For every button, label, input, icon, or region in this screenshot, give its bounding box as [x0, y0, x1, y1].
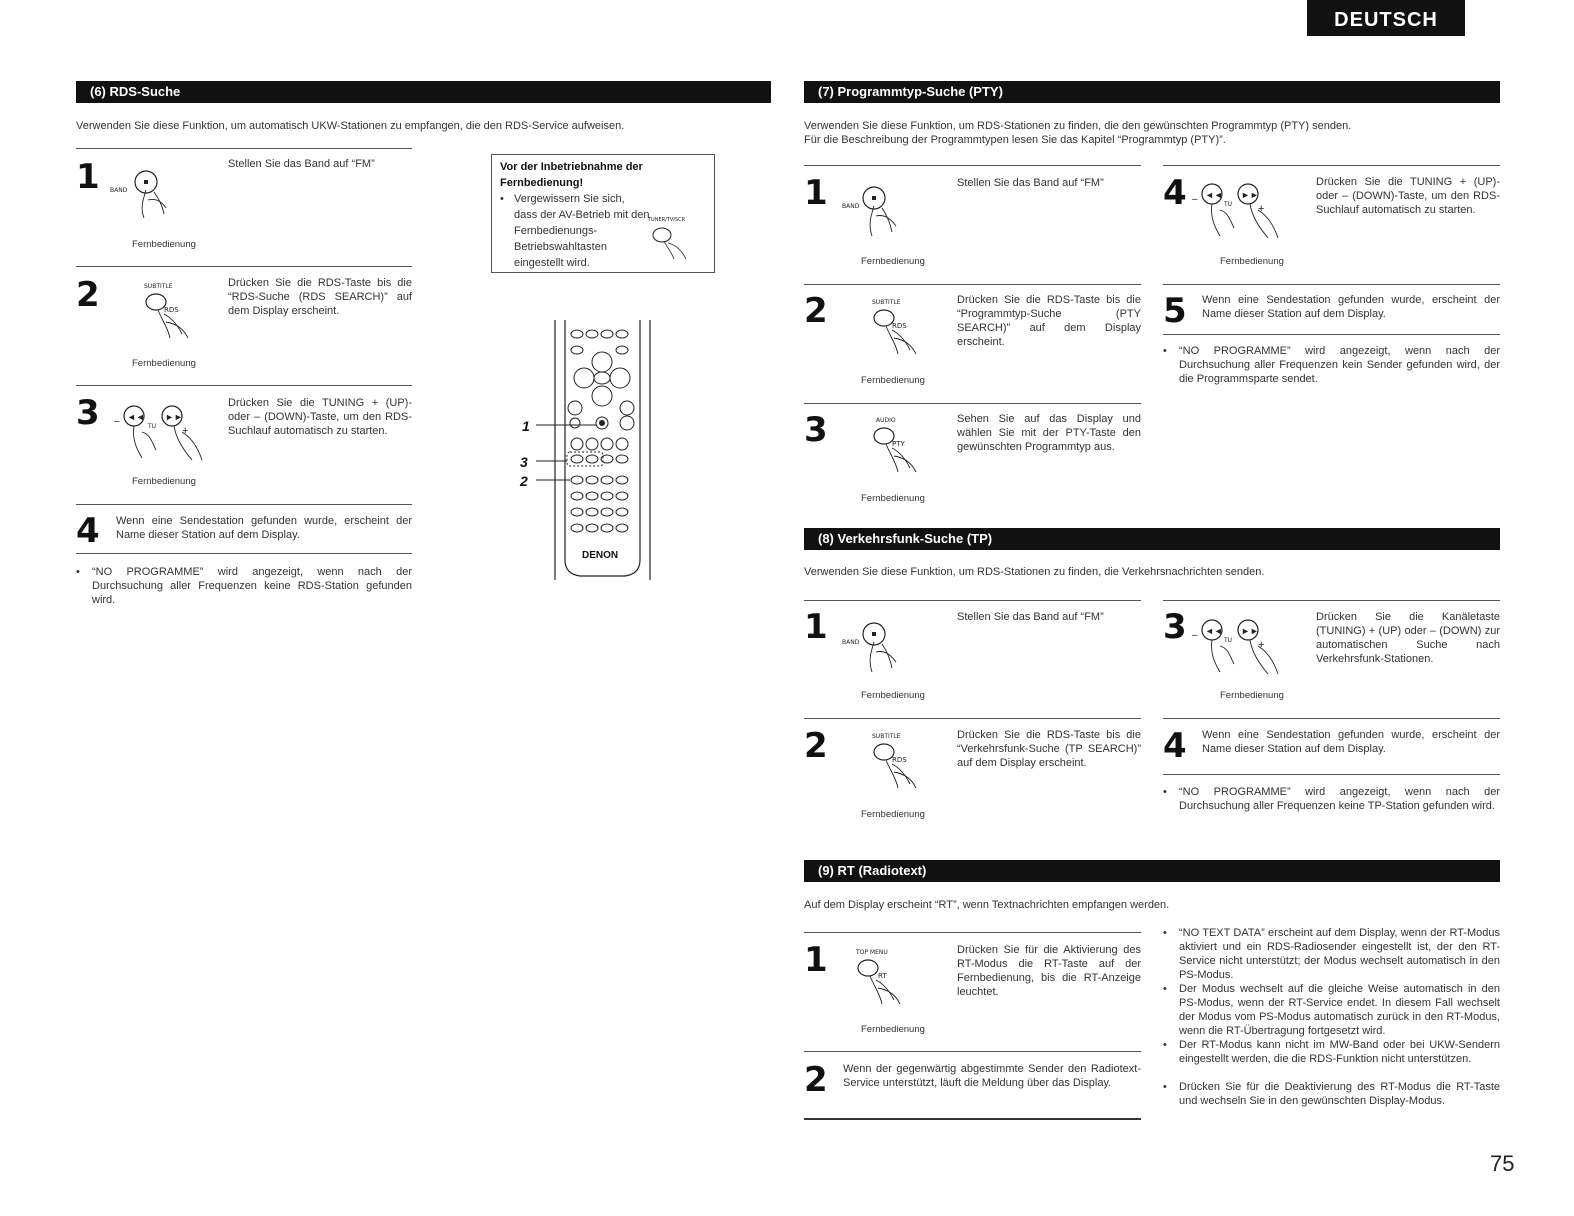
svg-text:–: –: [1192, 630, 1198, 641]
key-label: RDS: [892, 756, 907, 764]
key-label: BAND: [842, 639, 860, 646]
section-8-intro: Verwenden Sie diese Funktion, um RDS-Stationen zu finden, die Verkehrsnachrichten senden.: [804, 566, 1265, 578]
remote-hand-band-illustration: [110, 160, 210, 236]
note: • “NO PROGRAMME” wird angezeigt, wenn nach der Durchsuchung aller Frequenzen kein Sender gefunden wird, der die Programmsparte sendet.: [1163, 345, 1500, 385]
remote-hand-tuning-illustration: [1190, 176, 1300, 246]
caption-remote: Fernbedienung: [1220, 690, 1284, 701]
caption-remote: Fernbedienung: [132, 358, 196, 369]
step-text: Wenn der gegenwärtig abgestimmte Sender den Radiotext-Service unterstützt, läuft die Meldung über das Display.: [843, 1063, 1141, 1089]
divider: [804, 1051, 1141, 1052]
caption-remote: Fernbedienung: [861, 1024, 925, 1035]
svg-text:+: +: [182, 425, 189, 437]
step-number: 1: [76, 157, 100, 197]
step-text: Drücken Sie die Kanäletaste (TUNING) + (UP) oder – (DOWN) zur automatischen Suche nach Verkehrsfunk-Stationen.: [1316, 611, 1500, 665]
section-7-title: (7) Programmtyp-Suche (PTY): [804, 81, 1500, 103]
note: • Drücken Sie für die Deaktivierung des RT-Modus die RT-Taste und wechseln Sie in den gewünschten Display-Modus.: [1163, 1081, 1500, 1107]
page-number: 75: [1490, 1151, 1515, 1176]
divider: [76, 266, 412, 267]
caption-remote: Fernbedienung: [861, 493, 925, 504]
step-text: Stellen Sie das Band auf “FM”: [957, 177, 1104, 189]
remote-hand-rt-illustration: [852, 944, 942, 1016]
key-label: TUNER/TV/SCR: [648, 217, 686, 223]
step-text: Drücken Sie die TUNING + (UP)- oder – (DOWN)-Taste, um den RDS-Suchlauf automatisch zu starten.: [228, 397, 412, 437]
step-text: Stellen Sie das Band auf “FM”: [957, 611, 1104, 623]
step-number: 3: [1163, 607, 1187, 647]
divider: [804, 932, 1141, 933]
step-text: Wenn eine Sendestation gefunden wurde, erscheint der Name dieser Station auf dem Display.: [1202, 729, 1500, 755]
callout-1: 1: [522, 418, 530, 434]
svg-text:◄◄: ◄◄: [127, 412, 145, 422]
key-label: TU: [1224, 201, 1233, 208]
key-label: BAND: [842, 203, 860, 210]
divider: [804, 600, 1141, 601]
divider: [804, 403, 1141, 404]
divider: [76, 553, 412, 554]
key-label: TU: [1224, 637, 1233, 644]
step-text: Drücken Sie die RDS-Taste bis die “RDS-Suche (RDS SEARCH)” auf dem Display erscheint.: [228, 277, 412, 317]
divider: [804, 718, 1141, 719]
remote-brand: DENON: [582, 550, 619, 561]
callout-3: 3: [520, 454, 528, 470]
divider: [1163, 718, 1500, 719]
remote-hand-tuner-illustration: [648, 215, 708, 266]
svg-text:+: +: [1258, 639, 1265, 651]
remote-hand-band-illustration: [842, 178, 942, 254]
divider: [1163, 774, 1500, 775]
caption-remote: Fernbedienung: [132, 476, 196, 487]
divider: [804, 284, 1141, 285]
step-text: Wenn eine Sendestation gefunden wurde, erscheint der Name dieser Station auf dem Display.: [116, 515, 412, 541]
step-number: 3: [804, 410, 828, 450]
note: • Der RT-Modus kann nicht im MW-Band oder bei UKW-Sendern eingestellt werden, die die RDS-Funktion nicht unterstützen.: [1163, 1039, 1500, 1065]
remote-hand-tuning-illustration: [112, 398, 222, 468]
key-label: RDS: [892, 322, 907, 330]
step-number: 4: [1163, 726, 1187, 766]
key-label: SUBTITLE: [872, 733, 901, 740]
step-number: 2: [76, 275, 100, 315]
svg-text:–: –: [1192, 194, 1198, 205]
divider: [76, 148, 412, 149]
caption-remote: Fernbedienung: [861, 256, 925, 267]
remote-control-illustration: [520, 320, 660, 582]
svg-text:►►: ►►: [165, 412, 183, 422]
key-label: PTY: [892, 440, 905, 448]
key-label: RDS: [164, 306, 179, 314]
remote-hand-band-illustration: [842, 614, 942, 690]
language-tab: DEUTSCH: [1307, 0, 1465, 36]
key-label: TU: [148, 423, 157, 430]
key-label: TOP MENU: [856, 949, 888, 956]
remote-hand-rds-illustration: [138, 280, 228, 352]
step-number: 1: [804, 607, 828, 647]
divider: [1163, 600, 1500, 601]
note: • “NO PROGRAMME” wird angezeigt, wenn nach der Durchsuchung aller Frequenzen keine TP-Station gefunden wird.: [1163, 786, 1500, 812]
svg-text:◄◄: ◄◄: [1205, 626, 1223, 636]
step-number: 2: [804, 1060, 828, 1100]
divider: [76, 504, 412, 505]
divider: [804, 1118, 1141, 1120]
info-box-title: Vor der Inbetriebnahme der Fernbedienung!: [500, 161, 643, 189]
caption-remote: Fernbedienung: [132, 239, 196, 250]
section-6-intro: Verwenden Sie diese Funktion, um automatisch UKW-Stationen zu empfangen, die den RDS-Service aufweisen.: [76, 120, 625, 132]
caption-remote: Fernbedienung: [861, 809, 925, 820]
section-9-title: (9) RT (Radiotext): [804, 860, 1500, 882]
note: • “NO TEXT DATA” erscheint auf dem Display, wenn der RT-Modus aktiviert und ein RDS-Radiosender eingestellt ist, der den RT-Service nicht unterstützt; der Modus wechselt automatisch in den PS-Modus.: [1163, 927, 1500, 981]
svg-text:►►: ►►: [1241, 626, 1259, 636]
step-number: 2: [804, 726, 828, 766]
remote-hand-rds-illustration: [868, 730, 958, 802]
svg-text:►►: ►►: [1241, 190, 1259, 200]
step-number: 3: [76, 393, 100, 433]
info-box: [491, 154, 715, 273]
remote-hand-pty-illustration: [868, 414, 958, 486]
caption-remote: Fernbedienung: [1220, 256, 1284, 267]
divider: [1163, 165, 1500, 166]
note: • Der Modus wechselt auf die gleiche Weise automatisch in den PS-Modus, wenn der RT-Service endet. In diesem Fall wechselt der Modus vom PS-Modus automatisch zurück in den RT-Modus, wenn die RT-Übertragung fortgesetzt wird.: [1163, 983, 1500, 1037]
section-6-title: (6) RDS-Suche: [76, 81, 771, 103]
divider: [804, 165, 1141, 166]
step-number: 5: [1163, 291, 1187, 331]
caption-remote: Fernbedienung: [861, 375, 925, 386]
section-9-intro: Auf dem Display erscheint “RT”, wenn Textnachrichten empfangen werden.: [804, 899, 1170, 911]
divider: [1163, 334, 1500, 335]
step-text: Drücken Sie die RDS-Taste bis die “Programmtyp-Suche (PTY SEARCH)” auf dem Display erscheint.: [957, 294, 1141, 348]
key-label: SUBTITLE: [872, 299, 901, 306]
info-box-body: • Vergewissern Sie sich, dass der AV-Betrieb mit den Fernbedienungs-Betriebswahltasten eingestellt wird.: [500, 193, 650, 269]
svg-text:◄◄: ◄◄: [1205, 190, 1223, 200]
key-label: RT: [878, 972, 887, 980]
callout-2: 2: [520, 473, 528, 489]
step-text: Stellen Sie das Band auf “FM”: [228, 158, 375, 170]
note: • “NO PROGRAMME” wird angezeigt, wenn nach der Durchsuchung aller Frequenzen keine RDS-Station gefunden wird.: [76, 566, 412, 606]
step-text: Drücken Sie für die Aktivierung des RT-Modus die RT-Taste auf der Fernbedienung, bis die RT-Anzeige leuchtet.: [957, 944, 1141, 998]
step-number: 1: [804, 940, 828, 980]
caption-remote: Fernbedienung: [861, 690, 925, 701]
step-text: Drücken Sie die TUNING + (UP)- oder – (DOWN)-Taste, um den RDS-Suchlauf automatisch zu starten.: [1316, 176, 1500, 216]
key-label: BAND: [110, 187, 128, 194]
key-label: SUBTITLE: [144, 283, 173, 290]
svg-text:+: +: [1258, 203, 1265, 215]
section-8-title: (8) Verkehrsfunk-Suche (TP): [804, 528, 1500, 550]
step-number: 4: [1163, 173, 1187, 213]
step-text: Wenn eine Sendestation gefunden wurde, erscheint der Name dieser Station auf dem Display.: [1202, 294, 1500, 320]
divider: [1163, 284, 1500, 285]
svg-text:–: –: [114, 416, 120, 427]
step-number: 4: [76, 511, 100, 551]
key-label: AUDIO: [876, 417, 896, 424]
remote-hand-rds-illustration: [868, 296, 958, 368]
step-number: 2: [804, 291, 828, 331]
step-text: Sehen Sie auf das Display und wählen Sie mit der PTY-Taste den gewünschten Programmtyp aus.: [957, 413, 1141, 453]
step-text: Drücken Sie die RDS-Taste bis die “Verkehrsfunk-Suche (TP SEARCH)” auf dem Display erscheint.: [957, 729, 1141, 769]
step-number: 1: [804, 173, 828, 213]
divider: [76, 385, 412, 386]
remote-hand-tuning-illustration: [1190, 612, 1300, 682]
section-7-intro: Verwenden Sie diese Funktion, um RDS-Stationen zu finden, die den gewünschten Programmtyp (PTY) senden.: [804, 120, 1352, 132]
section-7-intro: Für die Beschreibung der Programmtypen lesen Sie das Kapitel “Programmtyp (PTY)”.: [804, 134, 1226, 146]
